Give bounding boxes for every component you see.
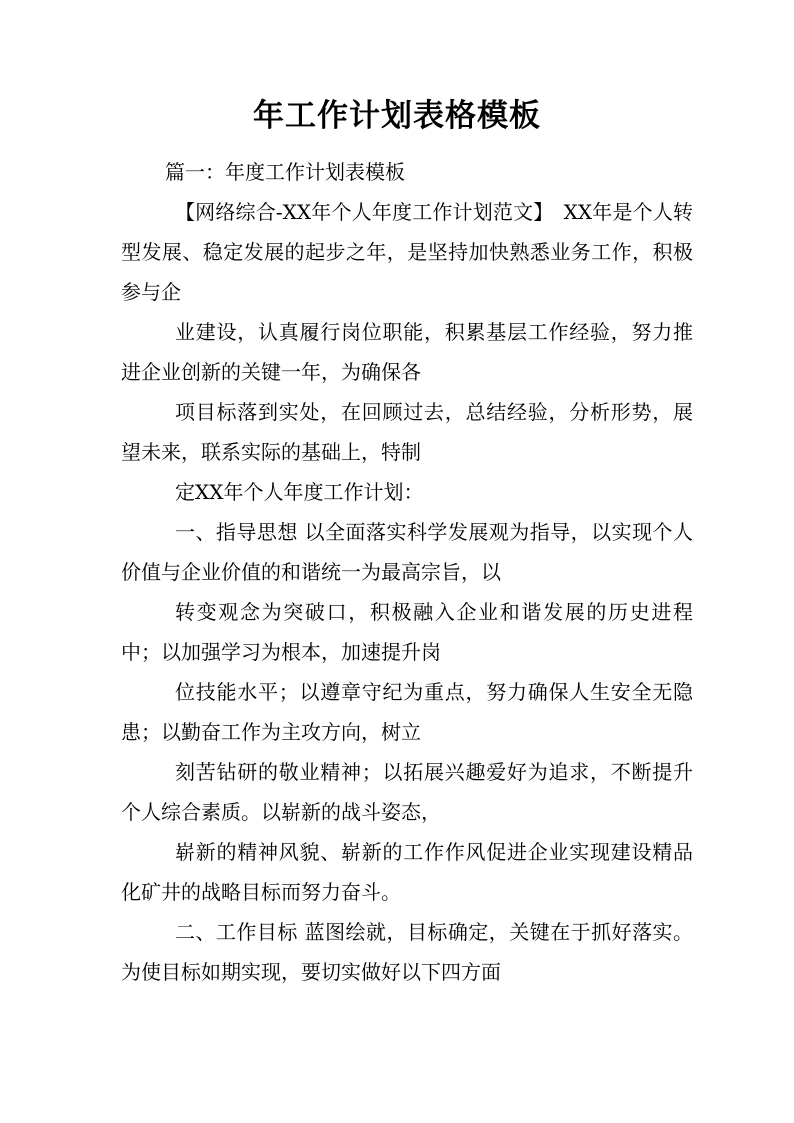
paragraph: 【网络综合-XX年个人年度工作计划范文】 XX年是个人转型发展、稳定发展的起步之年，是坚持加快熟悉业务工作，积极参与企 xyxy=(121,200,693,304)
paragraph: 一、指导思想 以全面落实科学发展观为指导，以实现个人价值与企业价值的和谐统一为最高宗旨，以 xyxy=(121,520,693,584)
document-subtitle: 篇一：年度工作计划表模板 xyxy=(165,160,405,184)
document-body xyxy=(121,152,693,992)
paragraph: 刻苦钻研的敬业精神；以拓展兴趣爱好为追求，不断提升个人综合素质。以崭新的战斗姿态， xyxy=(121,760,693,824)
paragraph: 业建设，认真履行岗位职能，积累基层工作经验，努力推进企业创新的关键一年，为确保各 xyxy=(121,320,693,384)
paragraph: 崭新的精神风貌、崭新的工作作风促进企业实现建设精品化矿井的战略目标而努力奋斗。 xyxy=(121,840,693,904)
paragraph: 位技能水平；以遵章守纪为重点，努力确保人生安全无隐患；以勤奋工作为主攻方向，树立 xyxy=(121,680,693,744)
paragraph: 项目标落到实处，在回顾过去，总结经验，分析形势，展望未来，联系实际的基础上，特制 xyxy=(121,400,693,464)
paragraph: 转变观念为突破口，积极融入企业和谐发展的历史进程中；以加强学习为根本，加速提升岗 xyxy=(121,600,693,664)
paragraph: 定XX年个人年度工作计划： xyxy=(175,480,424,504)
paragraph: 二、工作目标 蓝图绘就，目标确定，关键在于抓好落实。为使目标如期实现，要切实做好以下四方面 xyxy=(121,920,693,984)
document-title: 年工作计划表格模板 xyxy=(253,98,541,134)
